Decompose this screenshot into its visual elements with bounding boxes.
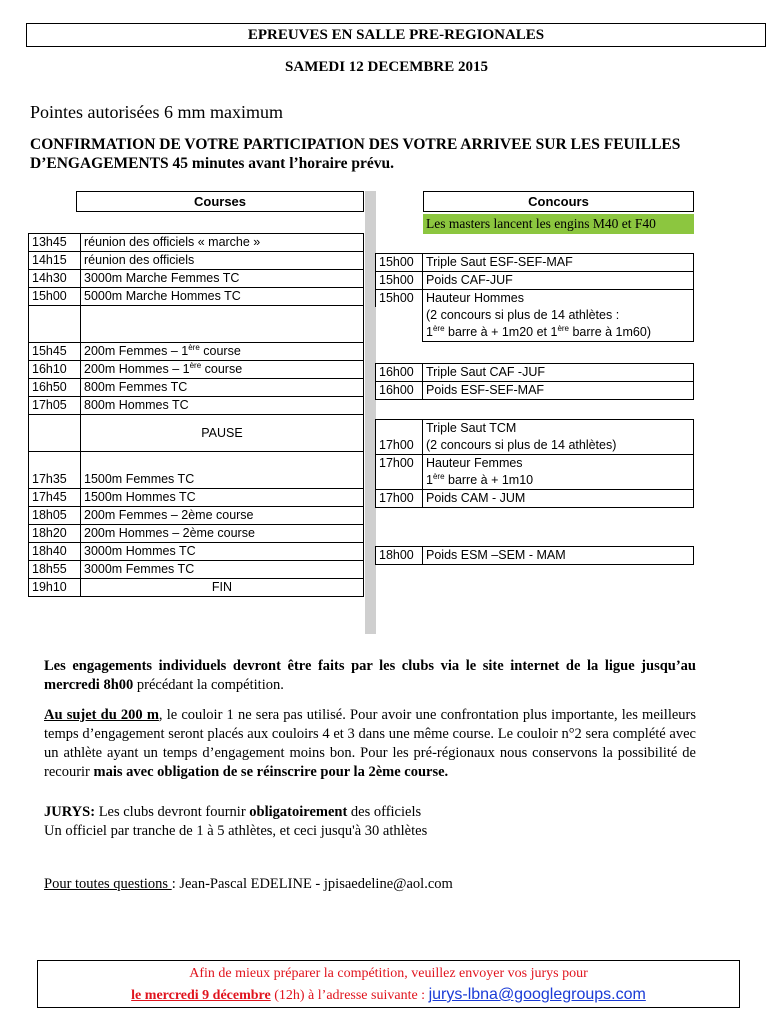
time-cell: 15h00 [29,288,81,306]
time-cell: 17h05 [29,397,81,415]
table-row [29,270,364,288]
concours-table [375,253,694,565]
time-cell: 15h45 [29,343,81,361]
table-row [376,342,694,364]
table-row [376,547,694,565]
time-cell [376,307,423,342]
event-cell: Triple Saut CAF -JUF [423,364,694,382]
event-cell: réunion des officiels [81,252,364,270]
confirmation-notice: CONFIRMATION DE VOTRE PARTICIPATION DES VOTRE ARRIVEE SUR LES FEUILLES D’ENGAGEMENTS 45 minutes avant l’horaire prévu. [30,136,681,172]
event-cell: Hauteur Hommes [423,290,694,308]
table-row [29,306,364,343]
jurys-paragraph: JURYS: Les clubs devront fournir obligatoirement des officiels Un officiel par tranche de 1 à 5 athlètes, et ceci jusqu'à 30 athlètes [44,804,428,839]
event-cell: 200m Femmes – 2ème course [81,507,364,525]
table-row [376,290,694,308]
title-box [26,23,766,47]
event-cell [81,306,364,343]
200m-label: Au sujet du 200 m [44,707,159,723]
event-cell: Hauteur Femmes 1ère barre à + 1m10 [423,455,694,490]
time-cell: 17h35 [29,452,81,489]
event-cell: 1500m Hommes TC [81,489,364,507]
engagements-paragraph: Les engagements individuels devront être faits par les clubs via le site internet de la ligue jusqu’au mercredi 8h00 précédant la compétition. [44,658,696,693]
table-row [376,508,694,547]
table-row [29,234,364,252]
event-cell: FIN [81,579,364,597]
table-row [376,307,694,342]
table-row [29,452,364,489]
event-date: SAMEDI 12 DECEMBRE 2015 [285,59,488,75]
event-cell: 3000m Femmes TC [81,561,364,579]
time-cell: 18h00 [376,547,423,565]
table-row [376,490,694,508]
event-cell: 3000m Marche Femmes TC [81,270,364,288]
event-cell: 200m Hommes – 2ème course [81,525,364,543]
table-row [29,579,364,597]
event-cell: (2 concours si plus de 14 athlètes : 1ère barre à + 1m20 et 1ère barre à 1m60) [423,307,694,342]
courses-table [28,233,364,597]
table-row [376,364,694,382]
masters-note: Les masters lancent les engins M40 et F40 [423,214,694,234]
time-cell: 16h00 [376,364,423,382]
pause-cell: PAUSE [81,415,364,452]
spacer-cell [376,342,423,364]
spacer-cell [376,508,423,547]
time-cell: 14h30 [29,270,81,288]
event-cell: 200m Femmes – 1ère course [81,343,364,361]
table-row [29,252,364,270]
time-cell: 18h40 [29,543,81,561]
table-row [29,489,364,507]
event-cell: 800m Hommes TC [81,397,364,415]
deadline-date: le mercredi 9 décembre [131,988,271,1003]
event-cell: 1500m Femmes TC [81,452,364,489]
table-row [376,382,694,400]
200m-paragraph: Au sujet du 200 m, le couloir 1 ne sera pas utilisé. Pour avoir une confrontation plus importante, les meilleurs temps d’engagement seront placés aux couloirs 4 et 3 dans une même course. Le couloir n°2 sera complété avec un athlète ayant un temps d’engagement moins bon. Pour les pré-régionaux nous conservons la possibilité de recourir mais avec obligation de se réinscrire pour la 2ème course. [44,707,697,780]
event-cell: réunion des officiels « marche » [81,234,364,252]
table-row [29,525,364,543]
time-cell: 17h00 [376,490,423,508]
time-cell: 15h00 [376,290,423,308]
time-cell: 18h55 [29,561,81,579]
time-cell: 14h15 [29,252,81,270]
table-row [29,415,364,452]
time-cell: 15h00 [376,272,423,290]
jury-deadline-box [37,960,740,1008]
questions-line: Pour toutes questions : Jean-Pascal EDELINE - jpisaedeline@aol.com [44,876,453,892]
event-cell: Poids ESF-SEF-MAF [423,382,694,400]
time-cell: 17h00 [376,420,423,455]
time-cell: 17h00 [376,455,423,490]
event-cell: 5000m Marche Hommes TC [81,288,364,306]
event-cell: 800m Femmes TC [81,379,364,397]
time-cell: 16h00 [376,382,423,400]
spacer-cell [423,400,694,420]
table-row [29,507,364,525]
table-row [29,561,364,579]
table-row [29,543,364,561]
time-cell: 16h50 [29,379,81,397]
table-row [376,272,694,290]
table-row [376,400,694,420]
spacer-cell [423,342,694,364]
table-row [29,397,364,415]
time-cell [29,415,81,452]
time-cell [29,306,81,343]
event-cell: Poids ESM –SEM - MAM [423,547,694,565]
table-row [376,455,694,490]
time-cell: 17h45 [29,489,81,507]
spikes-rule: Pointes autorisées 6 mm maximum [30,102,283,122]
table-row [29,343,364,361]
event-cell: 200m Hommes – 1ère course [81,361,364,379]
table-row [29,361,364,379]
table-row [376,420,694,455]
time-cell: 16h10 [29,361,81,379]
event-cell: Poids CAF-JUF [423,272,694,290]
event-cell: Poids CAM - JUM [423,490,694,508]
jurys-label: JURYS: [44,804,96,820]
time-cell: 13h45 [29,234,81,252]
table-row [376,254,694,272]
spacer-cell [376,400,423,420]
jury-email-link[interactable]: jurys-lbna@googlegroups.com [428,986,646,1003]
page-title: EPREUVES EN SALLE PRE-REGIONALES [247,27,545,43]
event-cell: Triple Saut ESF-SEF-MAF [423,254,694,272]
event-cell: Triple Saut TCM (2 concours si plus de 14 athlètes) [423,420,694,455]
table-row [29,379,364,397]
time-cell: 15h00 [376,254,423,272]
deadline-line1: Afin de mieux préparer la compétition, veuillez envoyer vos jurys pour [189,966,588,981]
spacer-cell [423,508,694,547]
deadline-line2: le mercredi 9 décembre (12h) à l’adresse suivante : jurys-lbna@googlegroups.com [131,986,646,1003]
event-cell: 3000m Hommes TC [81,543,364,561]
concours-heading: Concours [423,191,694,212]
time-cell: 19h10 [29,579,81,597]
time-cell: 18h20 [29,525,81,543]
time-cell: 18h05 [29,507,81,525]
courses-heading: Courses [76,191,364,212]
table-row [29,288,364,306]
